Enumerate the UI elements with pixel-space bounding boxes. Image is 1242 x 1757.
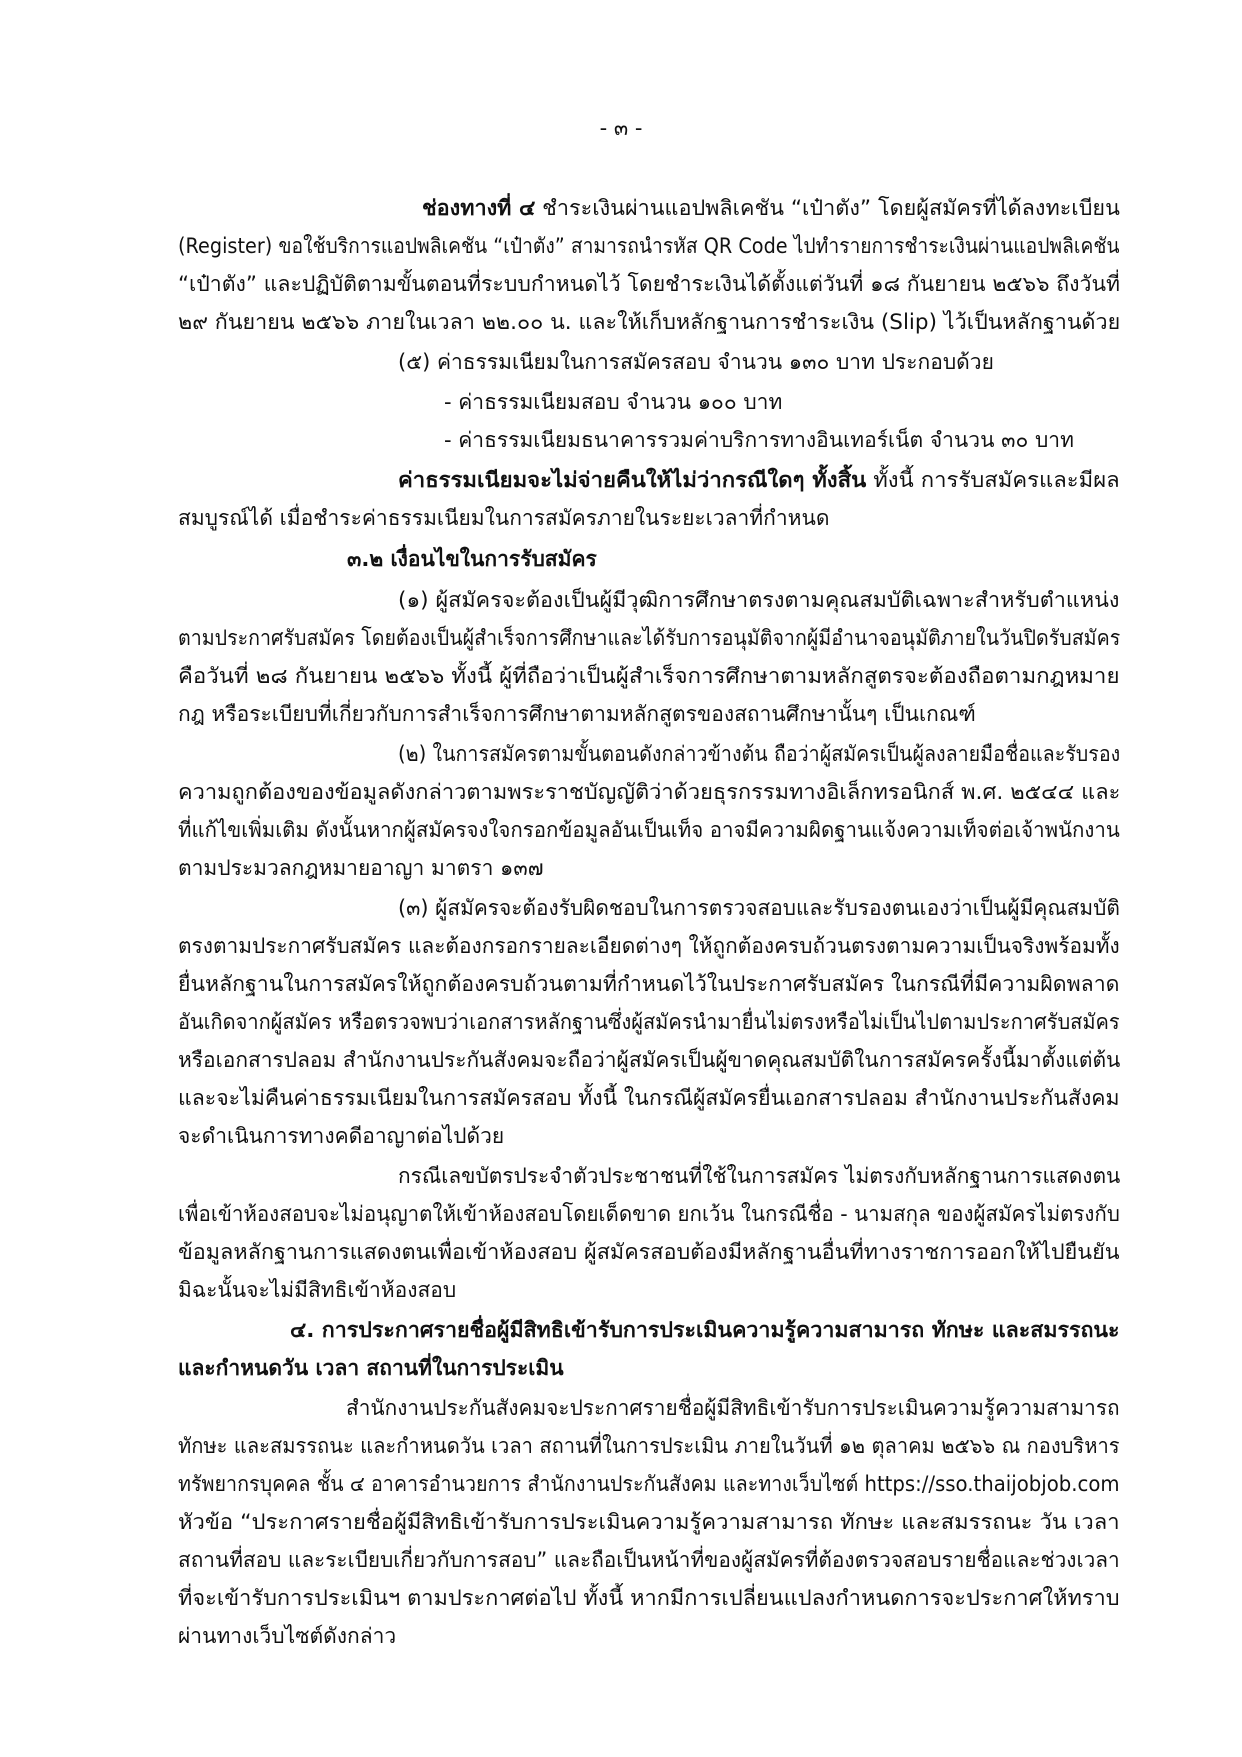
text-run: - ค่าธรรมเนียมสอบ จำนวน ๑๐๐ บาท [444, 390, 783, 414]
text-run: ตามประกาศรับสมัคร โดยต้องเป็นผู้สำเร็จการศึกษาและได้รับการอนุมัติจากผู้มีอำนาจอนุมัติภายในวันปิดรับสมัคร [178, 626, 1121, 650]
body-line [178, 1050, 1120, 1071]
text-run: (๑) ผู้สมัครจะต้องเป็นผู้มีวุฒิการศึกษาตรงตามคุณสมบัติเฉพาะสำหรับตำแหน่ง [398, 588, 1120, 612]
text-run: สถานที่สอบ และระเบียบเกี่ยวกับการสอบ” และถือเป็นหน้าที่ของผู้สมัครที่ต้องตรวจสอบรายชื่อและช่วงเวลา [178, 1548, 1120, 1572]
text-run: กรณีเลขบัตรประจำตัวประชาชนที่ใช้ในการสมัคร ไม่ตรงกับหลักฐานการแสดงตน [398, 1164, 1121, 1188]
body-line [178, 782, 1120, 803]
page-number: - ๓ - [599, 116, 643, 140]
text-run: หรือเอกสารปลอม สำนักงานประกันสังคมจะถือว่าผู้สมัครเป็นผู้ขาดคุณสมบัติในการสมัครครั้งนี้มาตั้งแต่ต้น [178, 1048, 1121, 1072]
body-line [178, 1588, 1120, 1609]
body-line [178, 628, 1120, 649]
body-line [178, 236, 1120, 257]
body-line [178, 704, 976, 725]
text-run: ยื่นหลักฐานในการสมัครให้ถูกต้องครบถ้วนตามที่กำหนดไว้ในประกาศรับสมัคร ในกรณีที่มีความผิดพลาด [178, 972, 1120, 996]
body-line [398, 590, 1119, 611]
text-run: ๒๙ กันยายน ๒๕๖๖ ภายในเวลา ๒๒.๐๐ น. และให้เก็บหลักฐานการชำระเงิน (Slip) ไว้เป็นหลักฐานด้วย [178, 310, 1121, 334]
body-line [178, 312, 1120, 333]
body-line [178, 1474, 1120, 1495]
body-line [178, 858, 544, 879]
bold-text: ๓.๒ เงื่อนไขในการรับสมัคร [347, 547, 597, 571]
bold-text: ช่องทางที่ ๔ [422, 196, 536, 220]
text-run: ผ่านทางเว็บไซต์ดังกล่าว [178, 1624, 397, 1648]
text-run: ทั้งนี้ การรับสมัครและมีผล [866, 468, 1120, 492]
body-line [178, 820, 1120, 841]
bold-text: ค่าธรรมเนียมจะไม่จ่ายคืนให้ไม่ว่ากรณีใดๆ ทั้งสิ้น [398, 468, 867, 492]
body-line [178, 936, 1120, 957]
body-line [398, 470, 1120, 491]
text-run: ข้อมูลหลักฐานการแสดงตนเพื่อเข้าห้องสอบ ผู้สมัครสอบต้องมีหลักฐานอื่นที่ทางราชการออกให้ไปยืนยัน [178, 1240, 1120, 1264]
text-run: สมบูรณ์ได้ เมื่อชำระค่าธรรมเนียมในการสมัครภายในระยะเวลาที่กำหนด [178, 506, 830, 530]
body-line [290, 1320, 1120, 1341]
text-run: (Register) ขอใช้บริการแอปพลิเคชัน “เป๋าตัง” สามารถนำรหัส QR Code ไปทำรายการชำระเงินผ่านแอปพลิเคชัน [178, 234, 1120, 258]
body-line [178, 974, 1120, 995]
text-run: (๓) ผู้สมัครจะต้องรับผิดชอบในการตรวจสอบและรับรองตนเองว่าเป็นผู้มีคุณสมบัติ [398, 896, 1120, 920]
text-run: (๕) ค่าธรรมเนียมในการสมัครสอบ จำนวน ๑๓๐ บาท ประกอบด้วย [398, 350, 994, 374]
bold-text: และกำหนดวัน เวลา สถานที่ในการประเมิน [178, 1356, 564, 1380]
body-line [178, 1204, 1120, 1225]
body-line [178, 1280, 456, 1301]
body-line [178, 1126, 504, 1147]
body-line [178, 1626, 396, 1647]
body-line [346, 1398, 1120, 1419]
body-line [178, 1242, 1120, 1263]
text-run: ตรงตามประกาศรับสมัคร และต้องกรอกรายละเอียดต่างๆ ให้ถูกต้องครบถ้วนตรงตามความเป็นจริงพร้อมทั้ง [178, 934, 1120, 958]
text-run: และจะไม่คืนค่าธรรมเนียมในการสมัครสอบ ทั้งนี้ ในกรณีผู้สมัครยื่นเอกสารปลอม สำนักงานประกันสังคม [178, 1086, 1120, 1110]
text-run: (๒) ในการสมัครตามขั้นตอนดังกล่าวข้างต้น ถือว่าผู้สมัครเป็นผู้ลงลายมือชื่อและรับรอง [398, 742, 1121, 766]
text-run: ทรัพยากรบุคคล ชั้น ๔ อาคารอำนวยการ สำนักงานประกันสังคม และทางเว็บไซต์ https://sso.thaijobjob.com [178, 1472, 1120, 1496]
body-line [444, 392, 782, 413]
body-line [398, 352, 994, 373]
text-run: เพื่อเข้าห้องสอบจะไม่อนุญาตให้เข้าห้องสอบโดยเด็ดขาด ยกเว้น ในกรณีชื่อ - นามสกุล ของผู้สมัครไม่ตรงกับ [178, 1202, 1120, 1226]
text-run: ทักษะ และสมรรถนะ และกำหนดวัน เวลา สถานที่ในการประเมิน ภายในวันที่ ๑๒ ตุลาคม ๒๕๖๖ ณ กองบริหาร [178, 1434, 1120, 1458]
body-line [347, 549, 597, 570]
body-line [178, 1512, 1120, 1533]
text-run: กฎ หรือระเบียบที่เกี่ยวกับการสำเร็จการศึกษาตามหลักสูตรของสถานศึกษานั้นๆ เป็นเกณฑ์ [178, 702, 976, 726]
text-run: หัวข้อ “ประกาศรายชื่อผู้มีสิทธิเข้ารับการประเมินความรู้ความสามารถ ทักษะ และสมรรถนะ วัน เวลา [178, 1510, 1120, 1534]
body-line [178, 1436, 1120, 1457]
body-line [178, 508, 830, 529]
text-run: ที่จะเข้ารับการประเมินฯ ตามประกาศต่อไป ทั้งนี้ หากมีการเปลี่ยนแปลงกำหนดการจะประกาศให้ทราบ [178, 1586, 1120, 1610]
body-line [398, 1166, 1120, 1187]
body-line [178, 274, 1120, 295]
text-run: ที่แก้ไขเพิ่มเติม ดังนั้นหากผู้สมัครจงใจกรอกข้อมูลอันเป็นเท็จ อาจมีความผิดฐานแจ้งความเท็จต่อเจ้าพนักงาน [178, 818, 1120, 842]
text-run: สำนักงานประกันสังคมจะประกาศรายชื่อผู้มีสิทธิเข้ารับการประเมินความรู้ความสามารถ [346, 1396, 1120, 1420]
body-line [178, 666, 1120, 687]
text-run: ชำระเงินผ่านแอปพลิเคชัน “เป๋าตัง” โดยผู้สมัครที่ได้ลงทะเบียน [535, 196, 1120, 220]
text-run: อันเกิดจากผู้สมัคร หรือตรวจพบว่าเอกสารหลักฐานซึ่งผู้สมัครนำมายื่นไม่ตรงหรือไม่เป็นไปตามประกาศรับสมัคร [178, 1010, 1120, 1034]
body-line [178, 1358, 564, 1379]
text-run: ตามประมวลกฎหมายอาญา มาตรา ๑๓๗ [178, 856, 544, 880]
body-line [178, 1550, 1120, 1571]
text-run: คือวันที่ ๒๘ กันยายน ๒๕๖๖ ทั้งนี้ ผู้ที่ถือว่าเป็นผู้สำเร็จการศึกษาตามหลักสูตรจะต้องถือตามกฎหมาย [178, 664, 1120, 688]
body-line [398, 898, 1120, 919]
body-line [178, 1088, 1120, 1109]
bold-text: ๔. การประกาศรายชื่อผู้มีสิทธิเข้ารับการประเมินความรู้ความสามารถ ทักษะ และสมรรถนะ [290, 1318, 1120, 1342]
body-line [398, 744, 1120, 765]
text-run: จะดำเนินการทางคดีอาญาต่อไปด้วย [178, 1124, 505, 1148]
body-line [444, 430, 1074, 451]
text-run: “เป๋าตัง” และปฏิบัติตามขั้นตอนที่ระบบกำหนดไว้ โดยชำระเงินได้ตั้งแต่วันที่ ๑๘ กันยายน ๒๕๖๖ ถึงวันที่ [178, 272, 1121, 296]
text-run: มิฉะนั้นจะไม่มีสิทธิเข้าห้องสอบ [178, 1278, 457, 1302]
body-line [178, 1012, 1120, 1033]
body-line [422, 198, 1120, 219]
text-run: - ค่าธรรมเนียมธนาคารรวมค่าบริการทางอินเทอร์เน็ต จำนวน ๓๐ บาท [444, 428, 1074, 452]
text-run: ความถูกต้องของข้อมูลดังกล่าวตามพระราชบัญญัติว่าด้วยธุรกรรมทางอิเล็กทรอนิกส์ พ.ศ. ๒๕๔๔ และ [178, 780, 1121, 804]
